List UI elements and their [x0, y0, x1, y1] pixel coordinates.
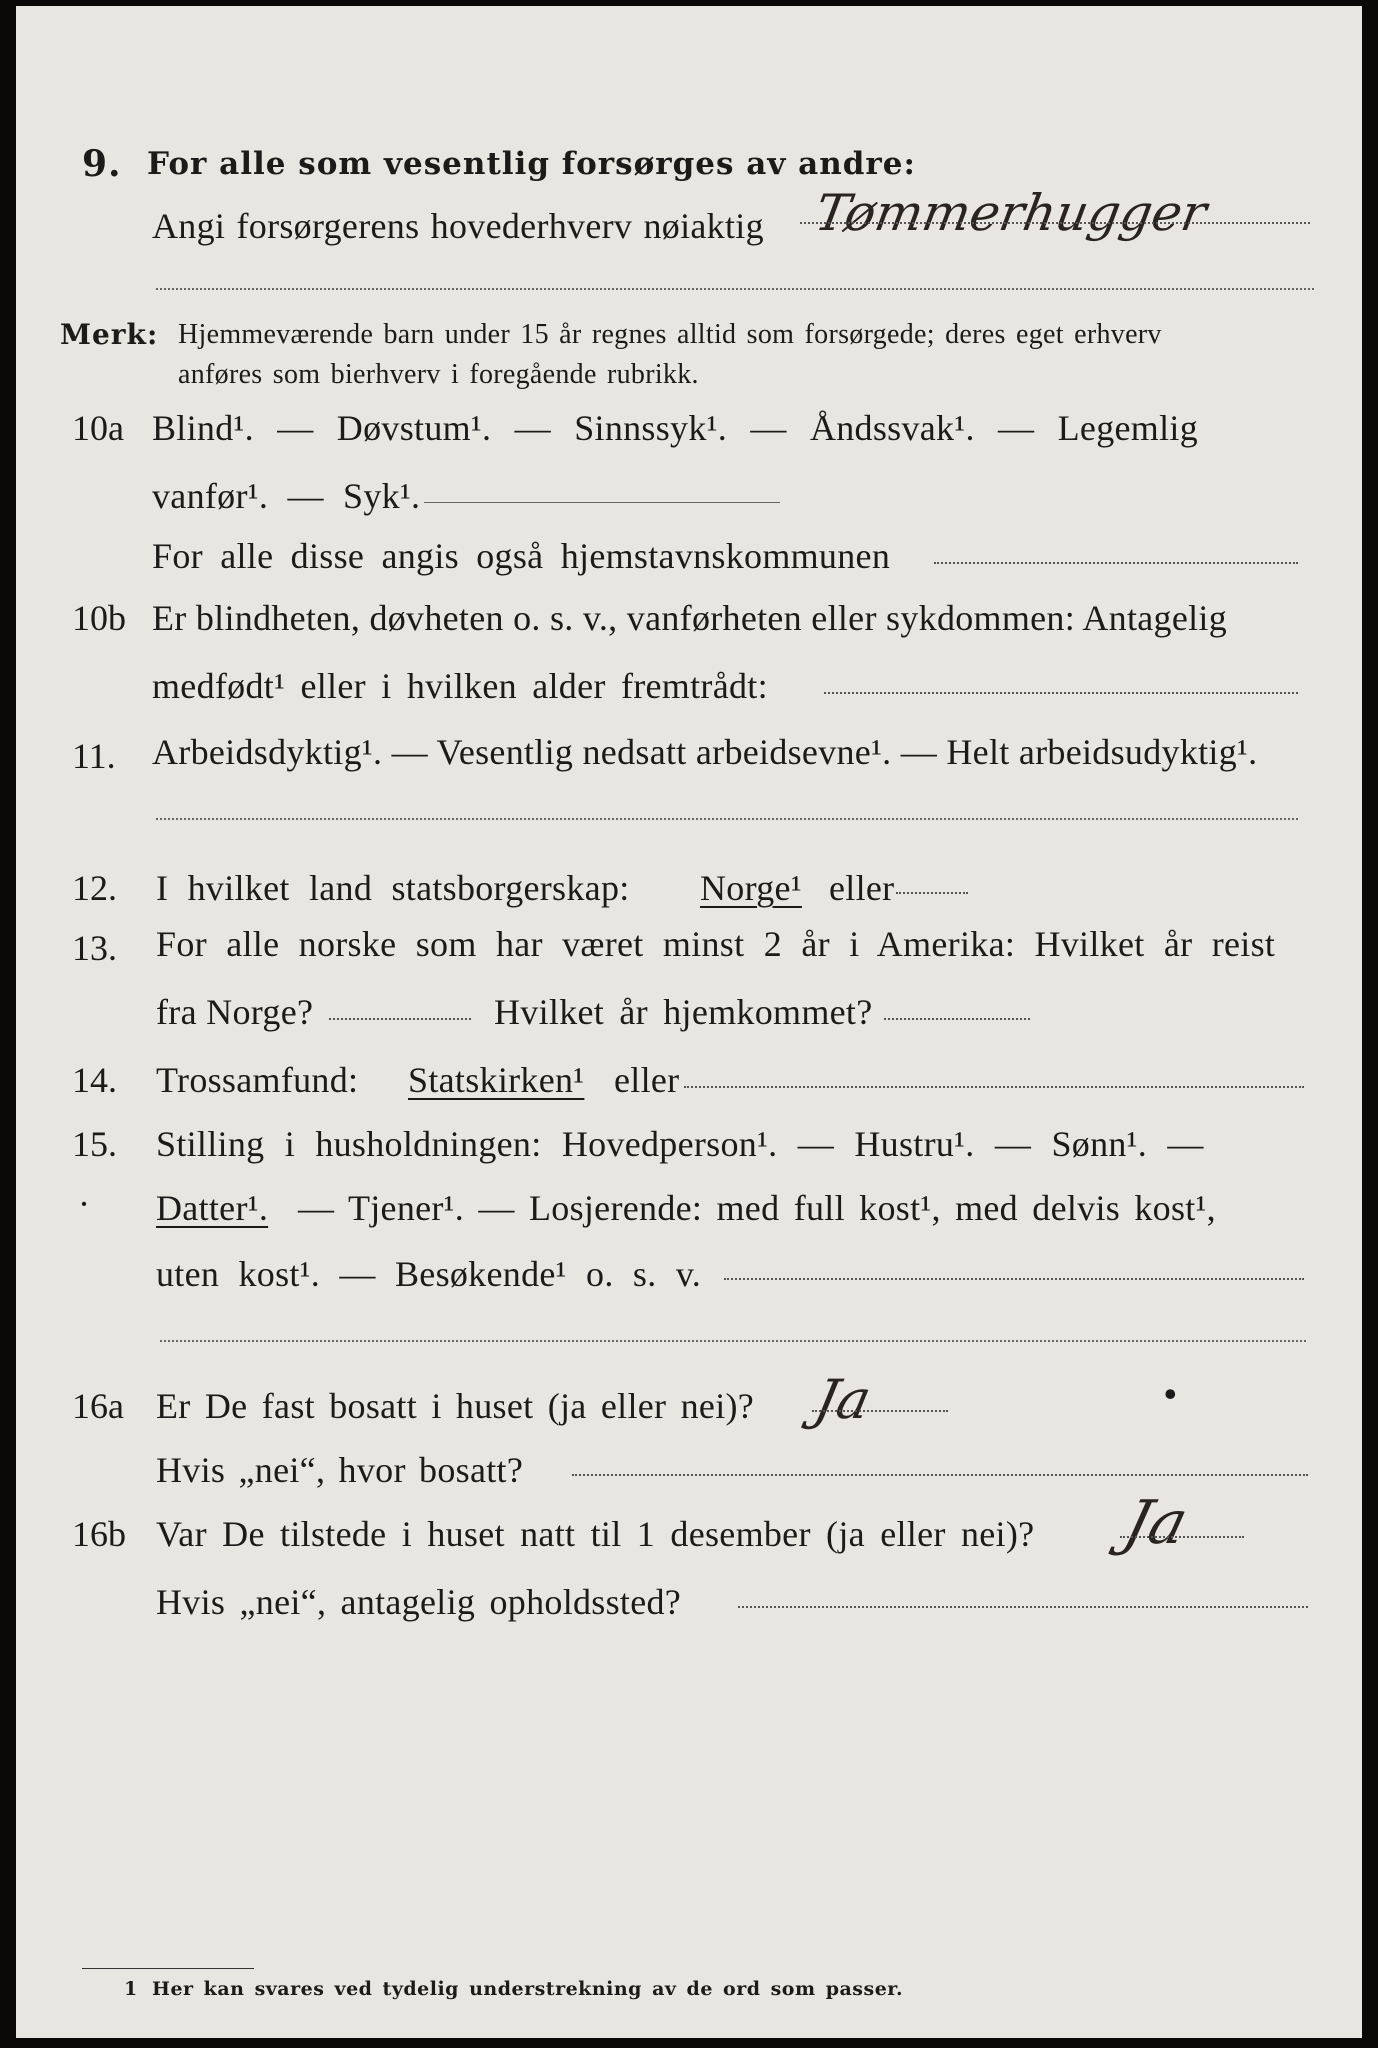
merk-line1: Hjemmeværende barn under 15 år regnes alltid som forsørgede; deres eget erhverv: [178, 319, 1162, 350]
q10b-line2: medfødt¹ eller i hvilken alder fremtrådt:: [152, 666, 768, 706]
q9-extra-line: [156, 288, 1314, 290]
q14-suffix: eller: [614, 1060, 680, 1100]
q12-prefix: I hvilket land statsborgerskap:: [156, 868, 630, 908]
q16a-line1: Er De fast bosatt i huset (ja eller nei)?: [156, 1386, 755, 1426]
q10b-number: 10b: [72, 598, 126, 638]
q16a-line2: Hvis „nei“, hvor bosatt?: [156, 1450, 524, 1490]
q15-line2: — Tjener¹. — Losjerende: med full kost¹, med delvis kost¹,: [298, 1188, 1216, 1228]
q9-number: 9.: [82, 143, 122, 185]
footnote-rule: [82, 1968, 254, 1969]
q16a-number: 16a: [72, 1386, 124, 1426]
q16b-line2: Hvis „nei“, antagelig opholdssted?: [156, 1582, 682, 1622]
merk-line2: anføres som bierhverv i foregående rubrikk.: [178, 359, 699, 390]
q11-extra-line: [156, 818, 1298, 820]
q11-line1: Arbeidsdyktig¹. — Vesentlig nedsatt arbeidsevne¹. — Helt arbeidsudyktig¹.: [152, 732, 1258, 772]
q10a-hjemstavn-line: [934, 562, 1298, 564]
q16b-opholdssted-line: [738, 1606, 1308, 1608]
census-form-page: [16, 6, 1362, 2038]
q9-answer-line: [800, 222, 1310, 224]
q14-prefix: Trossamfund:: [156, 1060, 359, 1100]
merk-label: Merk:: [60, 318, 159, 351]
q15-number: 15.: [72, 1124, 117, 1164]
q15-datter-underlined: Datter¹.: [156, 1188, 269, 1228]
q16b-handwritten-answer: Ja: [1117, 1488, 1195, 1558]
q15-line1: Stilling i husholdningen: Hovedperson¹. — Hustru¹. — Sønn¹. —: [156, 1124, 1204, 1164]
q10a-line3: For alle disse angis også hjemstavnskommunen: [152, 536, 891, 576]
q15-answer-line: [724, 1278, 1304, 1280]
q13-hjemkommet-line: [884, 1018, 1030, 1020]
q16b-line1: Var De tilstede i huset natt til 1 desember (ja eller nei)?: [156, 1514, 1035, 1554]
q13-line2a: fra Norge?: [156, 992, 314, 1032]
q12-number: 12.: [72, 868, 117, 908]
q10a-syk-line: [424, 502, 780, 503]
q9-line1: For alle som vesentlig forsørges av andre:: [147, 146, 916, 182]
q13-number: 13.: [72, 928, 117, 968]
q12-suffix: eller: [829, 868, 895, 908]
q14-number: 14.: [72, 1060, 117, 1100]
q14-answer-line: [684, 1086, 1304, 1088]
q9-handwritten-answer: Tømmerhugger: [810, 184, 1211, 242]
q15-extra-line: [160, 1340, 1306, 1342]
q10b-line1: Er blindheten, døvheten o. s. v., vanførheten eller sykdommen: Antagelig: [152, 598, 1228, 638]
ink-dot: •: [1164, 1374, 1177, 1414]
q10a-line1: Blind¹. — Døvstum¹. — Sinnssyk¹. — Åndssvak¹. — Legemlig: [152, 408, 1198, 448]
q12-answer-line: [896, 892, 968, 894]
q16a-answer-line: [812, 1410, 948, 1412]
q13-reist-line: [329, 1018, 471, 1020]
q16b-number: 16b: [72, 1514, 126, 1554]
q10b-alder-line: [824, 692, 1298, 694]
q14-statskirken-underlined: Statskirken¹: [408, 1060, 585, 1100]
footnote-mark: 1: [124, 1978, 138, 2000]
q10a-number: 10a: [72, 408, 124, 448]
q15-line3: uten kost¹. — Besøkende¹ o. s. v.: [156, 1254, 702, 1294]
q13-line2b: Hvilket år hjemkommet?: [494, 992, 873, 1032]
footnote-text: Her kan svares ved tydelig understrekning av de ord som passer.: [152, 1978, 904, 2000]
q13-line1: For alle norske som har været minst 2 år i Amerika: Hvilket år reist: [156, 924, 1276, 964]
bullet-mark: ·: [78, 1184, 91, 1224]
q9-line2: Angi forsørgerens hovederhverv nøiaktig: [152, 206, 764, 246]
q16a-bosatt-line: [572, 1474, 1308, 1476]
q16a-handwritten-answer: Ja: [809, 1368, 877, 1431]
q16b-answer-line: [1120, 1536, 1244, 1538]
q12-norge-underlined: Norge¹: [700, 868, 802, 908]
q10a-line2: vanfør¹. — Syk¹.: [152, 476, 421, 516]
q11-number: 11.: [72, 736, 116, 776]
